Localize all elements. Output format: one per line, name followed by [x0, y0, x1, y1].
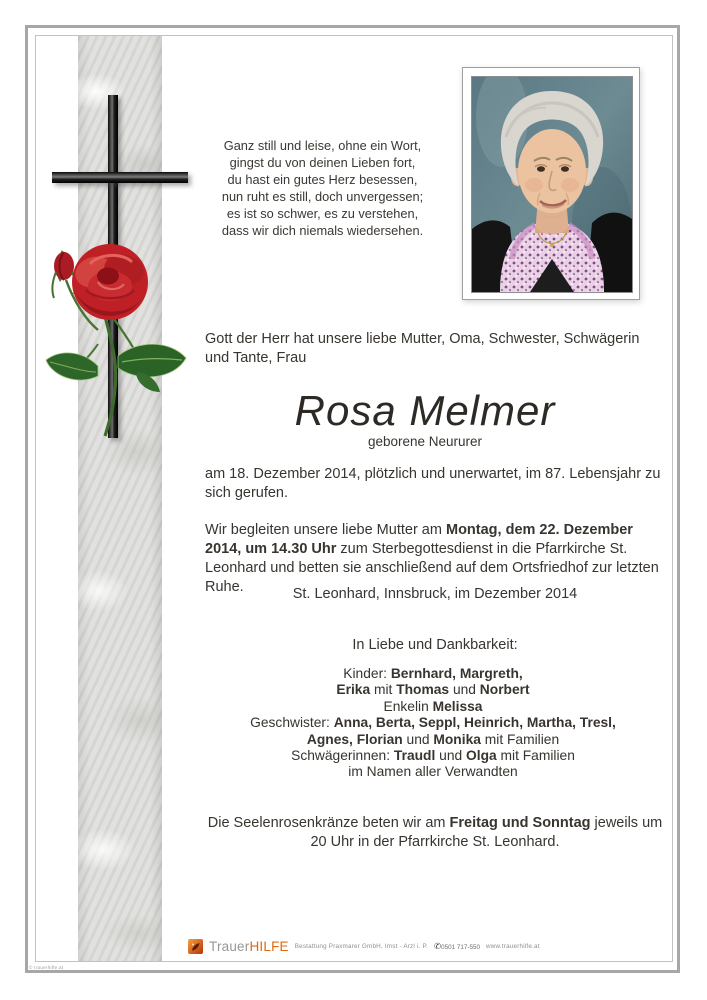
- family-line: Geschwister: Anna, Berta, Seppl, Heinrich, Martha, Tresl,: [250, 715, 616, 731]
- family-line: im Namen aller Verwandten: [348, 764, 518, 780]
- brand-name: [209, 939, 289, 954]
- portrait-frame: [462, 67, 640, 300]
- funeral-announcement: Wir begleiten unsere liebe Mutter am Montag, dem 22. Dezember 2014, um 14.30 Uhr zum Sterbegottesdienst in die Pfarrkirche St. Leonhard und betten sie anschließend auf dem Ortsfriedhof zur letzten Ruhe.: [205, 522, 659, 595]
- poem-line: nun ruht es still, doch unvergessen;: [221, 189, 424, 204]
- poem-line: du hast ein gutes Herz besessen,: [227, 172, 418, 187]
- poem-line: gingst du von deinen Lieben fort,: [229, 155, 416, 170]
- family-list: [198, 666, 668, 781]
- family-line: Agnes, Florian und Monika mit Familien: [306, 731, 560, 747]
- phone-line: [434, 941, 480, 952]
- place-date-line: St. Leonhard, Innsbruck, im Dezember 2014: [292, 586, 578, 602]
- poem: [205, 137, 440, 239]
- rosary-notice: Die Seelenrosenkränze beten wir am Freitag und Sonntag jeweils um 20 Uhr in der Pfarrkirche St. Leonhard.: [207, 815, 663, 850]
- cross-icon: [52, 172, 188, 183]
- funeral-home-footer: [188, 936, 540, 956]
- family-line: Enkelin Melissa: [383, 698, 483, 714]
- poem-line: es ist so schwer, es zu verstehen,: [226, 206, 419, 221]
- poem-line: dass wir dich niemals wiedersehen.: [221, 223, 424, 238]
- rose-illustration: [38, 224, 203, 439]
- maiden-name: geborene Neururer: [367, 434, 483, 449]
- brand-orange-part: HILFE: [249, 938, 289, 954]
- family-line: Kinder: Bernhard, Margreth,: [343, 666, 523, 681]
- brand-gray-part: Trauer: [209, 938, 250, 954]
- poem-line: Ganz still und leise, ohne ein Wort,: [223, 138, 422, 153]
- company-line: Bestattung Praxmarer GmbH, Imst - Arzl i. P.: [294, 942, 428, 950]
- rose-bloom: [71, 244, 148, 320]
- family-line: Schwägerinnen: Traudl und Olga mit Familien: [291, 748, 575, 764]
- phone-icon: ✆: [434, 940, 442, 951]
- trauerhilfe-logo-icon: [188, 939, 203, 954]
- gratitude-line: In Liebe und Dankbarkeit:: [352, 637, 518, 653]
- deceased-name: Rosa Melmer: [294, 387, 556, 434]
- family-line: Erika mit Thomas und Norbert: [336, 682, 530, 698]
- website-line: www.trauerhilfe.at: [486, 942, 540, 950]
- copyright-credit: © trauerhilfe.at: [29, 965, 64, 970]
- death-notice: am 18. Dezember 2014, plötzlich und unerwartet, im 87. Lebensjahr zu sich gerufen.: [205, 466, 661, 501]
- intro-text: Gott der Herr hat unsere liebe Mutter, Oma, Schwester, Schwägerin und Tante, Frau: [205, 331, 640, 366]
- phone-number: 0501 717-550: [441, 943, 480, 951]
- portrait-photo: [471, 76, 633, 293]
- rose-bud: [52, 250, 75, 298]
